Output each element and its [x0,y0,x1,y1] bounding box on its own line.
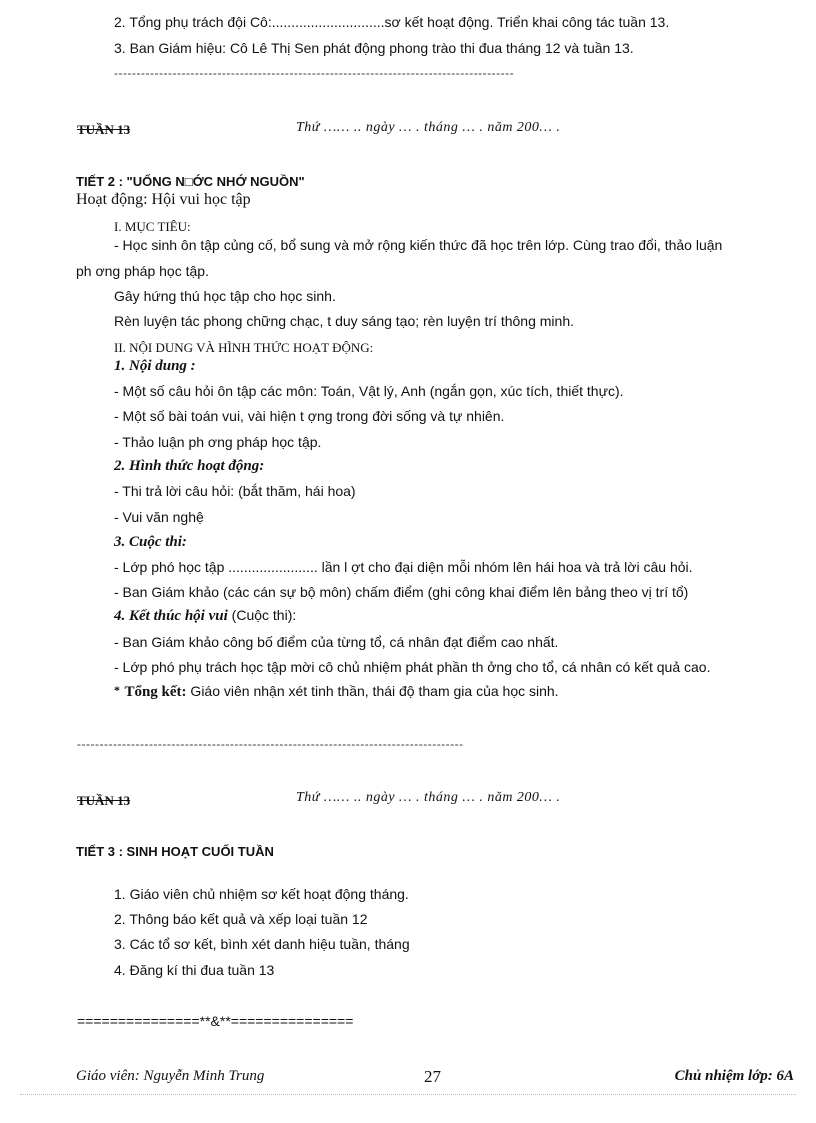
lesson-title: TIẾT 2 : "UỐNG N□ỚC NHỚ NGUỒN" [76,174,305,189]
subheading-row [114,607,296,625]
text-line: - Một số câu hỏi ôn tập các môn: Toán, Vật lý, Anh (ngắn gọn, xúc tích, thiết thực). [114,383,624,399]
text-line: - Thảo luận ph ơng pháp học tập. [114,434,322,450]
text-line: - Thi trả lời câu hỏi: (bắt thăm, hái hoa) [114,483,356,499]
text-line: Gây hứng thú học tập cho học sinh. [114,288,336,304]
week-label: TUẦN 13 [77,122,131,137]
bullet-mark: * [114,683,120,697]
text-line: - Một số bài toán vui, vài hiện t ợng trong đời sống và tự nhiên. [114,408,505,424]
section-heading: II. NỘI DUNG VÀ HÌNH THỨC HOẠT ĐỘNG: [114,340,374,355]
text-line: ph ơng pháp học tập. [76,263,209,279]
subheading-suffix: (Cuộc thi): [227,607,297,623]
text-line: - Lớp phó học tập ....................... lần l ợt cho đại diện mỗi nhóm lên hái hoa và trả lời câu hỏi. [114,559,693,575]
date-line: Thứ …… .. ngày … . tháng … . năm 200… . [296,120,561,135]
list-item: 1. Giáo viên chủ nhiệm sơ kết hoạt động tháng. [114,886,409,902]
text-line: - Ban Giám khảo (các cán sự bộ môn) chấm điểm (ghi công khai điểm lên bảng theo vị trí tổ) [114,584,689,600]
divider: ----------------------------------------------------------------------------------------- [114,66,515,80]
footer-class: Chủ nhiệm lớp: 6A [674,1068,794,1084]
text-line: Rèn luyện tác phong chững chạc, t duy sáng tạo; rèn luyện trí thông minh. [114,313,574,329]
subheading: 4. Kết thúc hội vui [114,608,228,624]
section-heading: I. MỤC TIÊU: [114,219,191,234]
subheading: 1. Nội dung : [114,358,196,374]
week-label: TUẦN 13 [77,793,131,808]
footer-teacher: Giáo viên: Nguyễn Minh Trung [76,1068,265,1084]
page-number: 27 [424,1067,441,1086]
text-line: 2. Tổng phụ trách đội Cô:.............................sơ kết hoạt động. Triển khai công tác tuần 13. [114,14,670,30]
text-line: - Vui văn nghệ [114,509,204,525]
divider: -------------------------------------------------------------------------------------- [77,737,464,751]
subheading: 2. Hình thức hoạt động: [114,458,265,474]
lesson-title: TIẾT 3 : SINH HOẠT CUỐI TUẦN [76,844,274,859]
text-line: - Ban Giám khảo công bố điểm của từng tổ, cá nhân đạt điểm cao nhất. [114,634,559,650]
text-line: 3. Ban Giám hiệu: Cô Lê Thị Sen phát động phong trào thi đua tháng 12 và tuần 13. [114,40,634,56]
end-divider: ===============**&**=============== [77,1013,354,1029]
summary-row [114,683,559,701]
date-line: Thứ …… .. ngày … . tháng … . năm 200… . [296,790,561,805]
text-line: - Học sinh ôn tập củng cố, bổ sung và mở rộng kiến thức đã học trên lớp. Cùng trao đổi, thảo luận [114,237,723,253]
list-item: 2. Thông báo kết quả và xếp loại tuần 12 [114,911,368,927]
list-item: 4. Đăng kí thi đua tuần 13 [114,962,275,978]
text-line: - Lớp phó phụ trách học tập mời cô chủ nhiệm phát phần th ởng cho tổ, cá nhân có kết quả cao. [114,659,711,675]
activity-title: Hoạt động: Hội vui học tập [76,191,251,208]
summary-text: Giáo viên nhận xét tinh thần, thái độ tham gia của học sinh. [186,683,559,699]
subheading: 3. Cuộc thi: [114,534,187,550]
list-item: 3. Các tổ sơ kết, bình xét danh hiệu tuần, tháng [114,936,410,952]
footer-rule [20,1094,796,1095]
summary-label: Tổng kết: [124,684,187,700]
